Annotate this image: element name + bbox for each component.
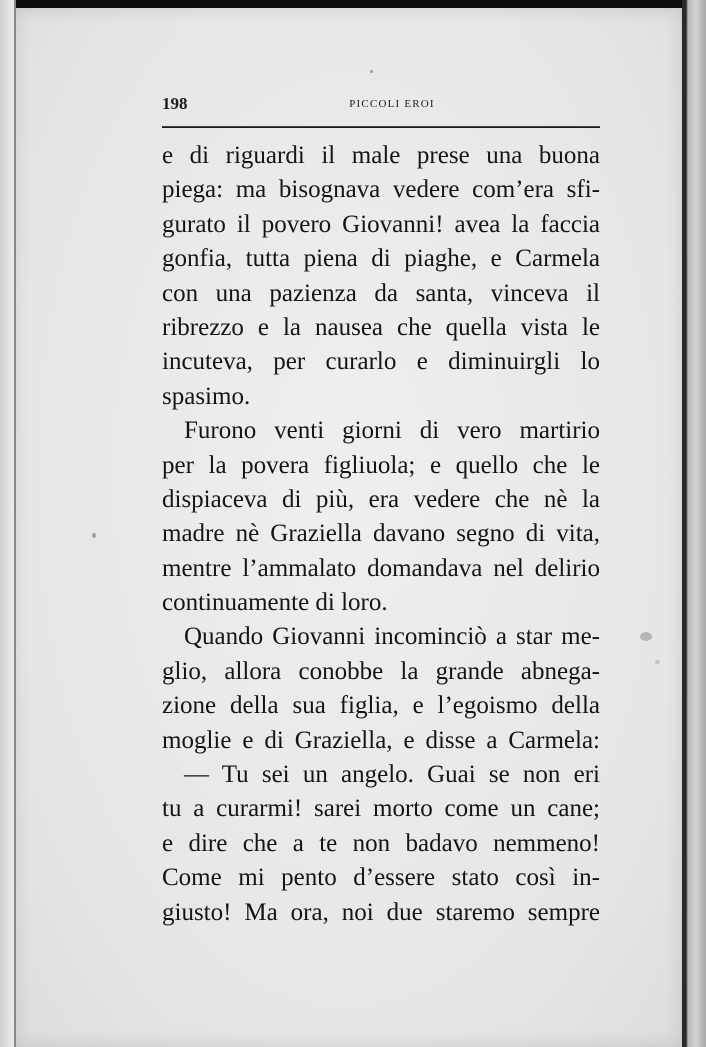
text-line: spasimo. — [162, 382, 251, 410]
text-line: e di riguardi il male prese una buona — [162, 142, 600, 169]
book-spine-edge — [682, 0, 706, 1047]
text-line: Furono venti giorni di vero martirio — [184, 417, 600, 445]
text-line: Quando Giovanni incominciò a star me- — [184, 623, 600, 651]
paper-speck — [370, 70, 373, 73]
text-line: Come mi pento d’essere stato così in- — [162, 864, 600, 892]
page-number: 198 — [162, 94, 188, 113]
text-line: tu a curarmi! sarei morto come un cane; — [162, 795, 600, 823]
text-line: dispiaceva di più, era vedere che nè la — [162, 485, 600, 513]
text-line: glio, allora conobbe la grande abnega- — [162, 657, 600, 685]
text-line: madre nè Graziella davano segno di vita, — [162, 520, 600, 548]
text-line: moglie e di Graziella, e disse a Carmela: — [162, 726, 600, 754]
text-line: con una pazienza da santa, vinceva il — [162, 279, 600, 307]
body-text — [162, 139, 600, 930]
text-line: per la povera figliuola; e quello che le — [162, 451, 600, 479]
text-line: e dire che a te non badavo nemmeno! — [162, 829, 600, 857]
paper-speck — [640, 632, 652, 641]
paper-speck — [655, 660, 660, 664]
header-rule — [162, 126, 600, 128]
paper-speck — [92, 533, 96, 538]
page-left-margin-edge — [0, 0, 16, 1047]
text-line: gurato il povero Giovanni! avea la faccia — [162, 210, 600, 238]
text-line: continuamente di loro. — [162, 589, 388, 617]
text-line: piega: ma bisognava vedere com’era sfi- — [162, 176, 600, 204]
text-line: giusto! Ma ora, noi due staremo sempre — [162, 898, 600, 926]
text-line: mentre l’ammalato domandava nel delirio — [162, 554, 600, 582]
text-line: — Tu sei un angelo. Guai se non eri — [184, 761, 600, 789]
page-header — [162, 94, 600, 120]
running-title: PICCOLI EROI — [349, 98, 435, 110]
text-line: incuteva, per curarlo e diminuirgli lo — [162, 348, 600, 376]
text-line: gonfia, tutta piena di piaghe, e Carmela — [162, 245, 600, 273]
text-line: ribrezzo e la nausea che quella vista le — [162, 313, 600, 341]
text-line: zione della sua figlia, e l’egoismo della — [162, 692, 600, 720]
